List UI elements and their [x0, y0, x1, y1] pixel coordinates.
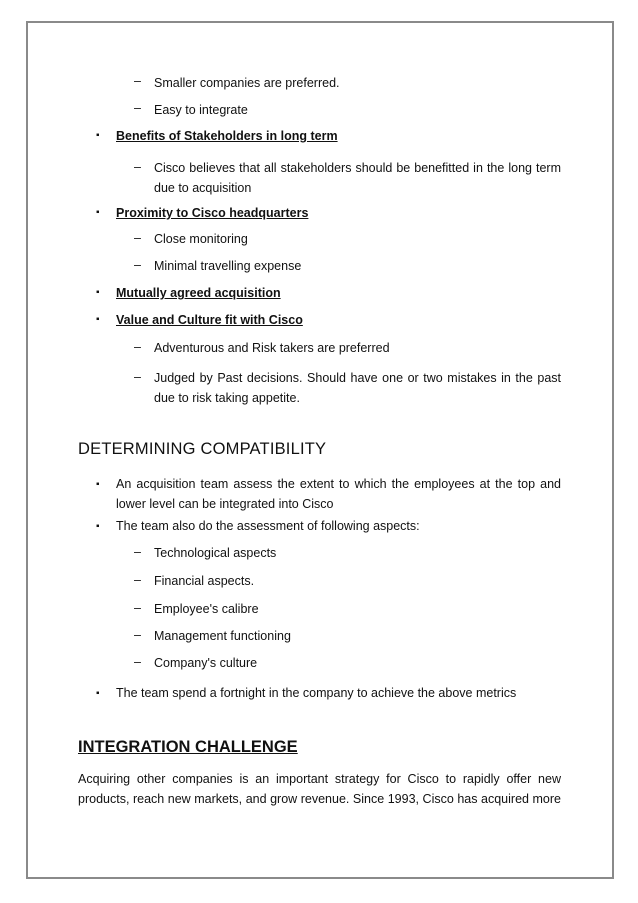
paragraph: [78, 769, 561, 809]
sub-item-line: Cisco believes that all stakeholders should be benefitted in the long term: [154, 161, 561, 175]
aspect-item: Financial aspects.: [154, 574, 255, 588]
dash-marker: –: [134, 101, 141, 115]
bullet-item-line: lower level can be integrated into Cisco: [116, 497, 334, 511]
sub-item-line: Judged by Past decisions. Should have one or two mistakes in the past: [154, 371, 561, 385]
dash-marker: –: [134, 655, 141, 669]
sub-item: Minimal travelling expense: [154, 259, 302, 273]
section-heading: DETERMINING COMPATIBILITY: [78, 440, 327, 458]
dash-marker: –: [134, 601, 141, 615]
sub-item-line: due to risk taking appetite.: [154, 391, 300, 405]
bullet-marker: ▪: [96, 287, 100, 298]
bullet-marker: ▪: [96, 479, 100, 490]
sub-item-multiline: [154, 158, 561, 198]
bullet-item: The team also do the assessment of following aspects:: [116, 519, 420, 533]
sub-item: Close monitoring: [154, 232, 248, 246]
bullet-marker: ▪: [96, 521, 100, 532]
aspect-item: Technological aspects: [154, 546, 277, 560]
sub-item: Adventurous and Risk takers are preferred: [154, 341, 390, 355]
bullet-item: Mutually agreed acquisition: [116, 286, 281, 300]
bullet-marker: ▪: [96, 130, 100, 141]
section-heading: INTEGRATION CHALLENGE: [78, 738, 298, 756]
paragraph-line: Acquiring other companies is an important strategy for Cisco to rapidly offer new: [78, 772, 561, 786]
aspect-item: Company's culture: [154, 656, 258, 670]
dash-marker: –: [134, 370, 141, 384]
bullet-marker: ▪: [96, 688, 100, 699]
bullet-marker: ▪: [96, 314, 100, 325]
bullet-item-line: An acquisition team assess the extent to which the employees at the top and: [116, 477, 561, 491]
dash-marker: –: [134, 628, 141, 642]
paragraph-line: products, reach new markets, and grow revenue. Since 1993, Cisco has acquired more: [78, 792, 561, 806]
bullet-item: Proximity to Cisco headquarters: [116, 206, 309, 220]
bullet-item: Benefits of Stakeholders in long term: [116, 129, 338, 143]
bullet-item-multiline: [116, 474, 561, 514]
dash-marker: –: [134, 74, 141, 88]
aspect-item: Management functioning: [154, 629, 291, 643]
dash-marker: –: [134, 573, 141, 587]
sub-item-multiline: [154, 368, 561, 408]
dash-marker: –: [134, 231, 141, 245]
bullet-item: Value and Culture fit with Cisco: [116, 313, 303, 327]
dash-marker: –: [134, 258, 141, 272]
dash-marker: –: [134, 545, 141, 559]
bullet-marker: ▪: [96, 207, 100, 218]
sub-item: Smaller companies are preferred.: [154, 76, 340, 90]
sub-item: Easy to integrate: [154, 103, 248, 117]
sub-item-line: due to acquisition: [154, 181, 252, 195]
dash-marker: –: [134, 340, 141, 354]
dash-marker: –: [134, 160, 141, 174]
aspect-item: Employee's calibre: [154, 602, 259, 616]
bullet-item: The team spend a fortnight in the company to achieve the above metrics: [116, 686, 517, 700]
